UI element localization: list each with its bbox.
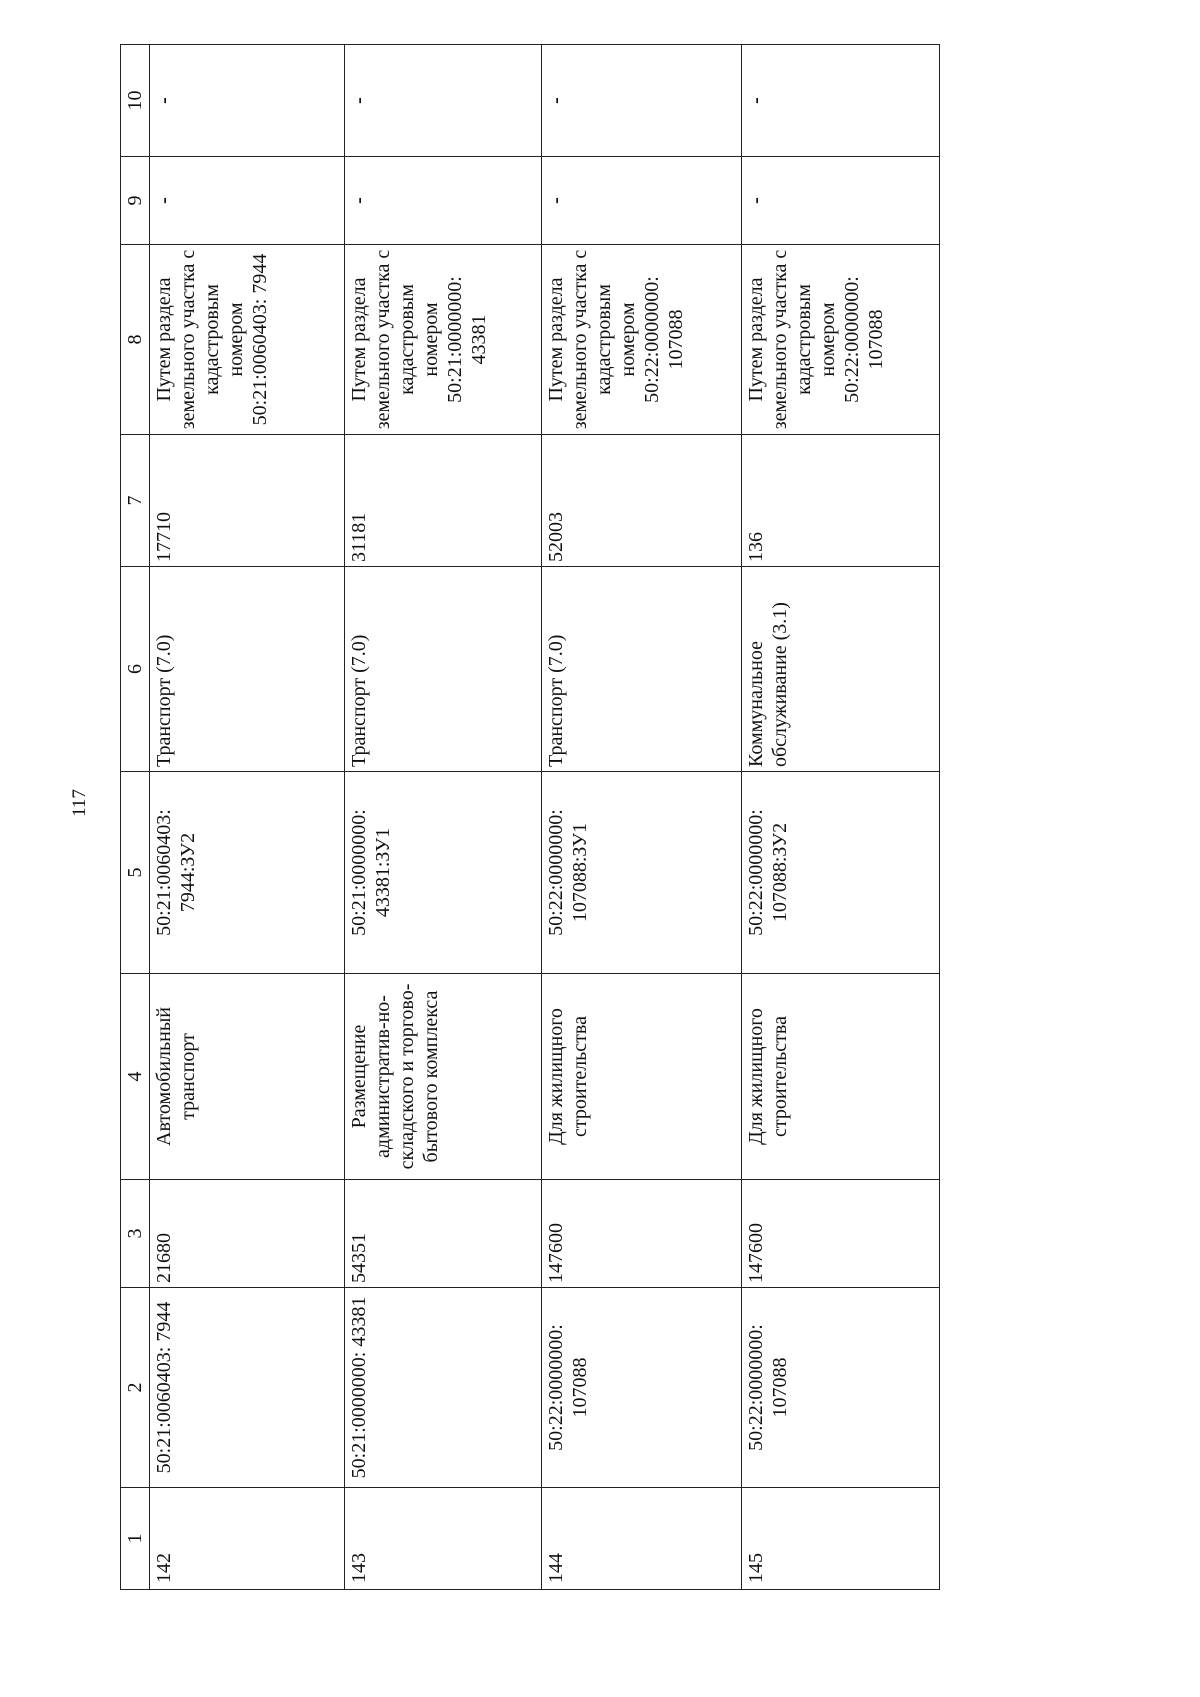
header-cell: 9 xyxy=(121,157,150,245)
new-area-cell: 136 xyxy=(742,435,940,567)
cadastral-number-cell: 50:22:0000000: 107088 xyxy=(542,1288,742,1488)
column-10-cell: - xyxy=(150,45,345,157)
row-number-cell: 142 xyxy=(150,1488,345,1590)
table-row xyxy=(742,45,940,1590)
header-cell: 2 xyxy=(121,1288,150,1488)
header-row xyxy=(121,45,150,1590)
cadastral-number-cell: 50:21:0060403: 7944 xyxy=(150,1288,345,1488)
column-9-cell: - xyxy=(345,157,542,245)
new-area-cell: 52003 xyxy=(542,435,742,567)
cadastral-number-cell: 50:21:0000000: 43381 xyxy=(345,1288,542,1488)
formation-method-cell: Путем раздела земельного участка с кадастровым номером 50:22:0000000: 107088 xyxy=(542,245,742,435)
new-plot-number-cell: 50:22:0000000: 107088:ЗУ2 xyxy=(742,772,940,974)
column-10-cell: - xyxy=(542,45,742,157)
permitted-use-cell: Размещение административ-но-складского и торгово-бытового комплекса xyxy=(345,974,542,1180)
page-number: 117 xyxy=(69,789,90,817)
table-row xyxy=(542,45,742,1590)
cadastral-table xyxy=(120,44,940,1590)
formation-method-cell: Путем раздела земельного участка с кадастровым номером 50:21:0060403: 7944 xyxy=(150,245,345,435)
column-9-cell: - xyxy=(742,157,940,245)
header-cell: 8 xyxy=(121,245,150,435)
formation-method-cell: Путем раздела земельного участка с кадастровым номером 50:21:0000000: 43381 xyxy=(345,245,542,435)
header-cell: 6 xyxy=(121,567,150,772)
area-cell: 147600 xyxy=(742,1180,940,1288)
cadastral-number-cell: 50:22:0000000: 107088 xyxy=(742,1288,940,1488)
header-cell: 1 xyxy=(121,1488,150,1590)
area-cell: 147600 xyxy=(542,1180,742,1288)
column-10-cell: - xyxy=(345,45,542,157)
use-type-cell: Коммунальное обслуживание (3.1) xyxy=(742,567,940,772)
row-number-cell: 143 xyxy=(345,1488,542,1590)
use-type-cell: Транспорт (7.0) xyxy=(345,567,542,772)
permitted-use-cell: Автомобильный транспорт xyxy=(150,974,345,1180)
permitted-use-cell: Для жилищного строительства xyxy=(542,974,742,1180)
formation-method-cell: Путем раздела земельного участка с кадастровым номером 50:22:0000000: 107088 xyxy=(742,245,940,435)
row-number-cell: 145 xyxy=(742,1488,940,1590)
column-9-cell: - xyxy=(150,157,345,245)
new-plot-number-cell: 50:21:0060403: 7944:ЗУ2 xyxy=(150,772,345,974)
row-number-cell: 144 xyxy=(542,1488,742,1590)
use-type-cell: Транспорт (7.0) xyxy=(150,567,345,772)
header-cell: 3 xyxy=(121,1180,150,1288)
column-9-cell: - xyxy=(542,157,742,245)
header-cell: 10 xyxy=(121,45,150,157)
table-row xyxy=(345,45,542,1590)
header-cell: 4 xyxy=(121,974,150,1180)
table-row xyxy=(150,45,345,1590)
column-10-cell: - xyxy=(742,45,940,157)
new-area-cell: 17710 xyxy=(150,435,345,567)
new-plot-number-cell: 50:22:0000000: 107088:ЗУ1 xyxy=(542,772,742,974)
header-cell: 5 xyxy=(121,772,150,974)
rotated-table-frame xyxy=(120,45,938,1590)
area-cell: 54351 xyxy=(345,1180,542,1288)
new-plot-number-cell: 50:21:0000000: 43381:ЗУ1 xyxy=(345,772,542,974)
area-cell: 21680 xyxy=(150,1180,345,1288)
permitted-use-cell: Для жилищного строительства xyxy=(742,974,940,1180)
header-cell: 7 xyxy=(121,435,150,567)
new-area-cell: 31181 xyxy=(345,435,542,567)
use-type-cell: Транспорт (7.0) xyxy=(542,567,742,772)
